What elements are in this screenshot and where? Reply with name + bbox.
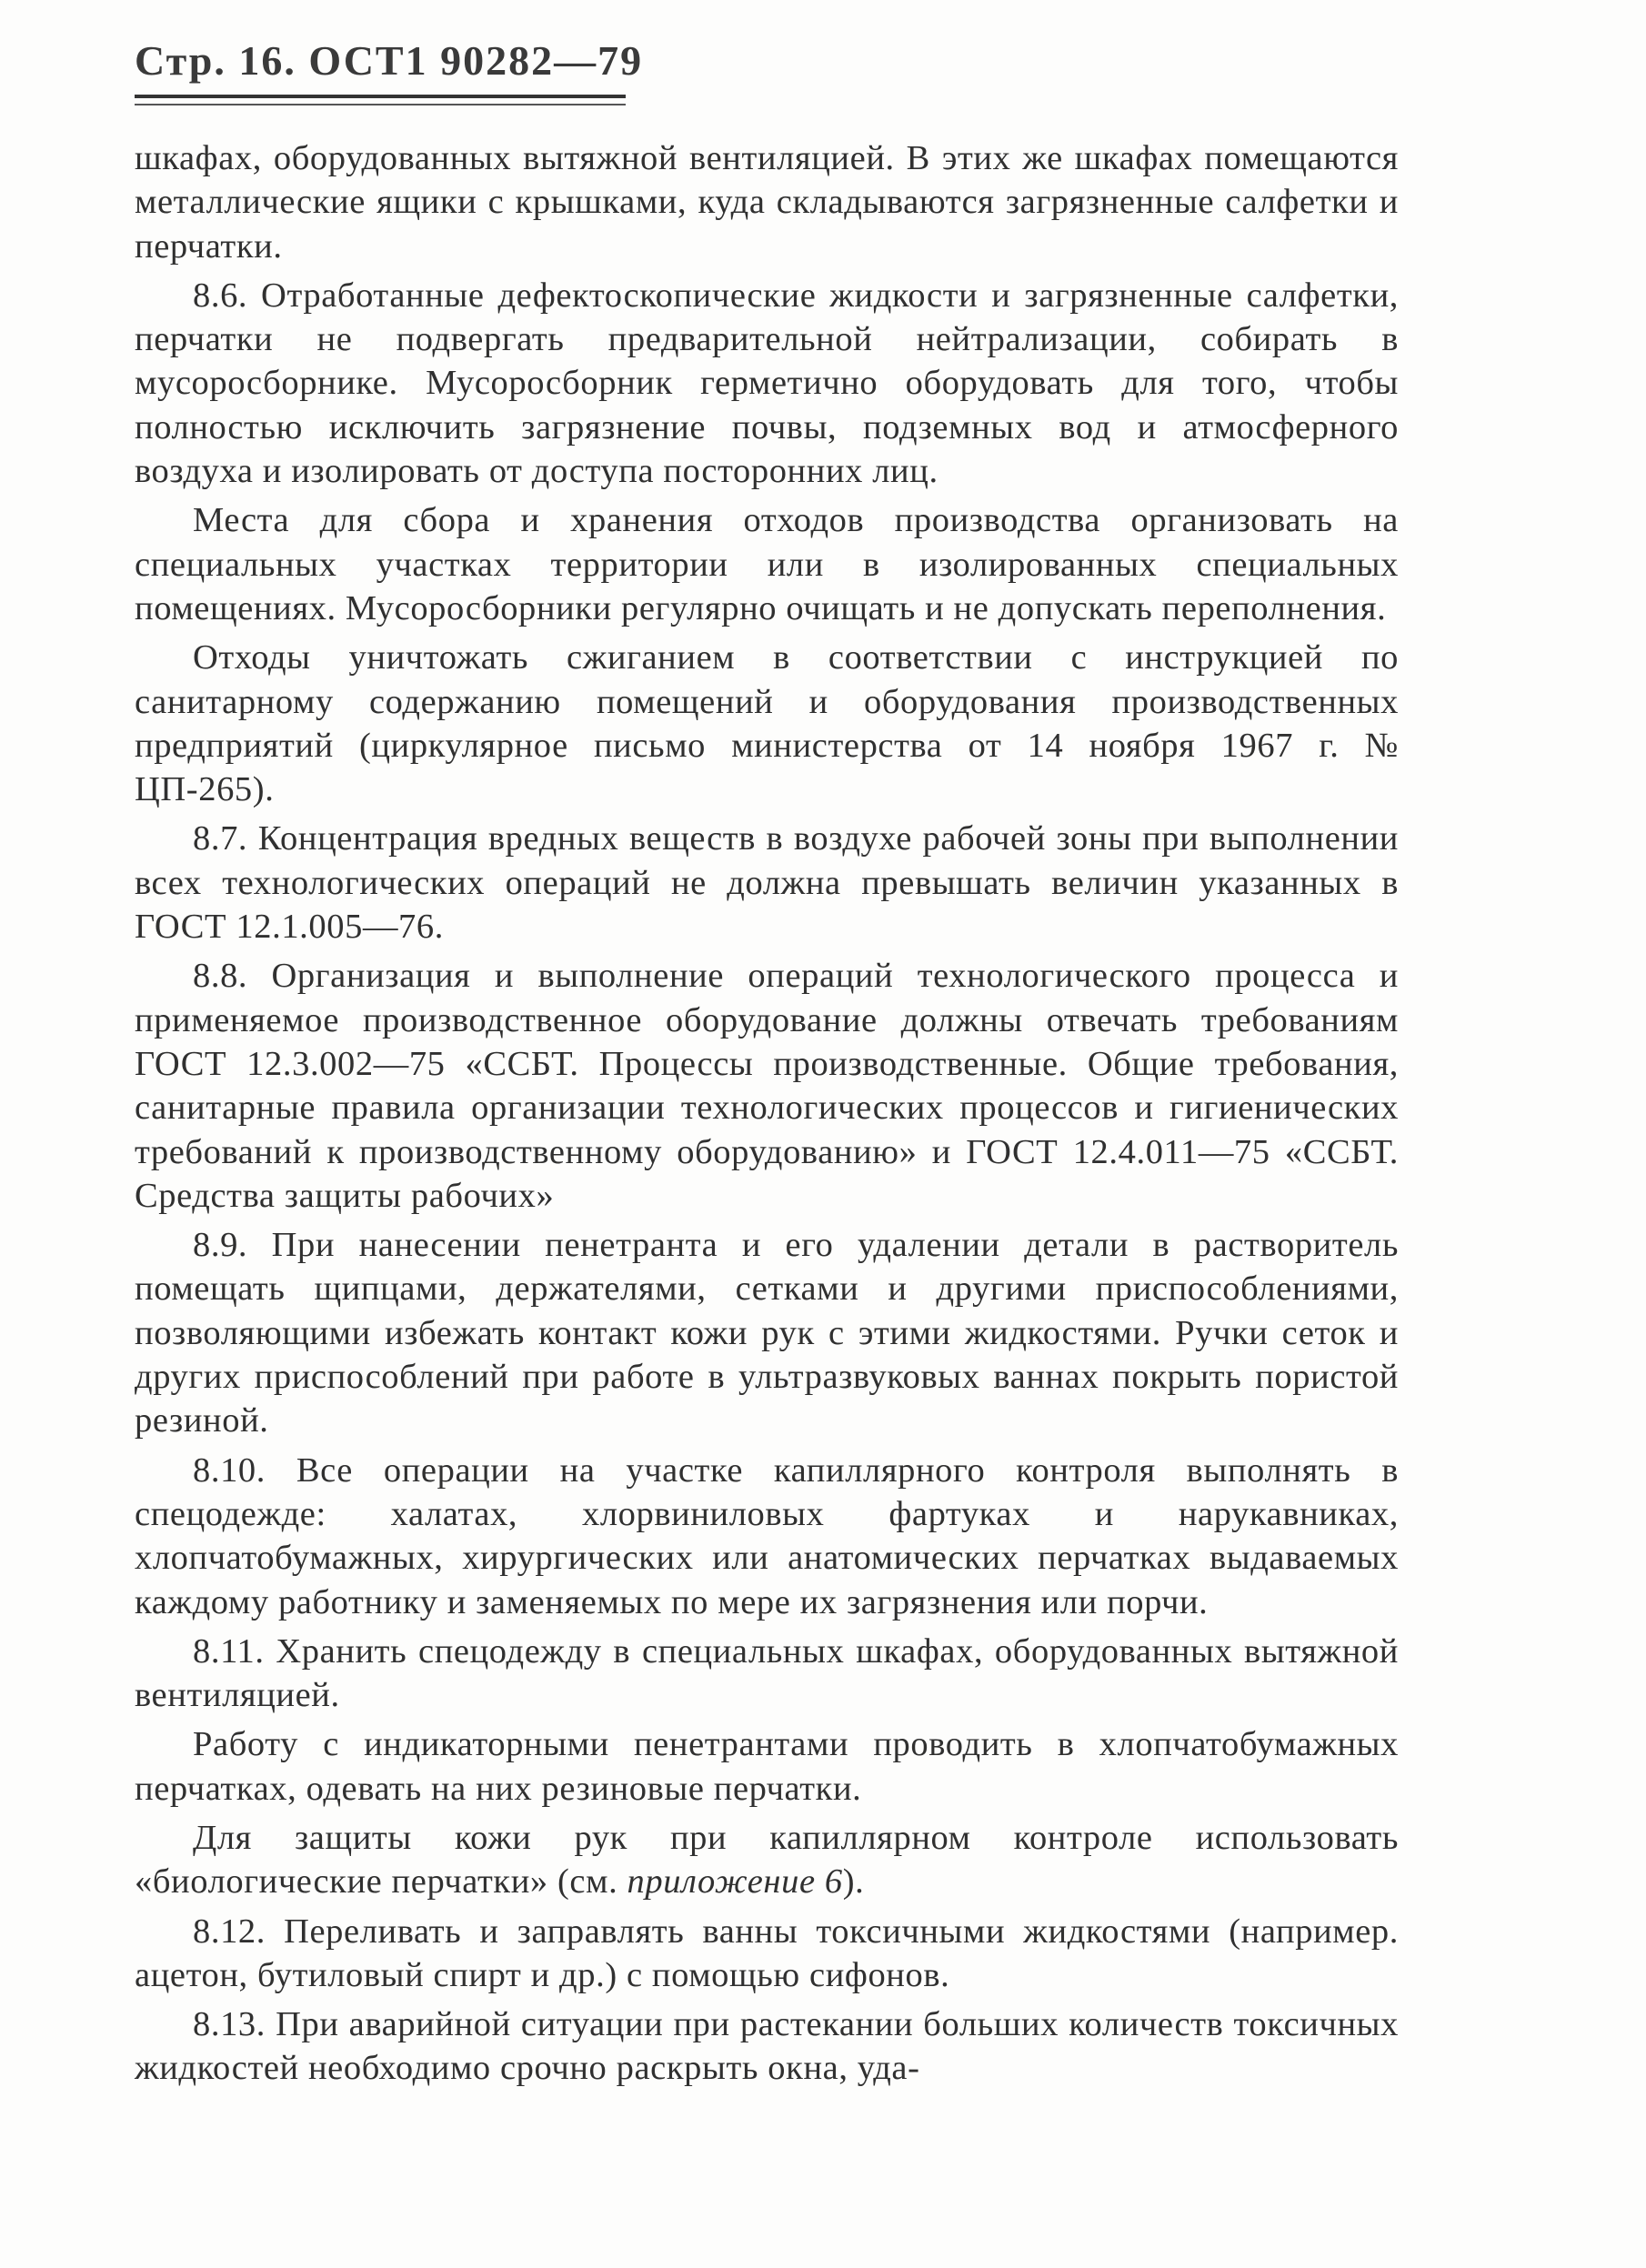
paragraph-8-13: 8.13. При аварийной ситуации при растекании больших количеств токсичных жидкостей необходимо срочно раскрыть окна, уда- <box>135 2005 1399 2088</box>
paragraph-8-8: 8.8. Организация и выполнение операций технологического процесса и применяемое производственное оборудование должны отвечать требованиям ГОСТ 12.3.002—75 «ССБТ. Процессы производственные. Общие требования, санитарные правила организации технологических процессов и гигиенических требований к производственному оборудованию» и ГОСТ 12.4.011—75 «ССБТ. Средства защиты рабочих» <box>135 957 1399 1215</box>
skin-protection-text: Для защиты кожи рук при капиллярном контроле использовать «биологические перчатки» (см. <box>135 1818 1399 1902</box>
document-body <box>135 136 1399 2096</box>
header-rule-secondary <box>135 104 626 105</box>
paragraph-8-12: 8.12. Переливать и заправлять ванны токсичными жидкостями (например. ацетон, бутиловый спирт и др.) с помощью сифонов. <box>135 1912 1399 1994</box>
paragraph-continuation: шкафах, оборудованных вытяжной вентиляцией. В этих же шкафах помещаются металлические ящики с крышками, куда складываются загрязненные салфетки и перчатки. <box>135 139 1399 266</box>
paragraph-8-9: 8.9. При нанесении пенетранта и его удалении детали в растворитель помещать щипцами, держателями, сетками и другими приспособлениями, позволяющими избежать контакт кожи рук с этими жидкостями. Ручки сеток и других приспособлений при работе в ультразвуковых ваннах покрыть пористой резиной. <box>135 1226 1399 1440</box>
paragraph-waste-storage: Места для сбора и хранения отходов производства организовать на специальных участках территории или в изолированных специальных помещениях. Мусоросборники регулярно очищать и не допускать переполнения. <box>135 501 1399 627</box>
paragraph-8-7: 8.7. Концентрация вредных веществ в воздухе рабочей зоны при выполнении всех технологических операций не должна превышать величин указанных в ГОСТ 12.1.005—76. <box>135 819 1399 947</box>
paragraph-skin-protection <box>135 1816 1399 1904</box>
paragraph-8-11: 8.11. Хранить спецодежду в специальных шкафах, оборудованных вытяжной вентиляцией. <box>135 1631 1399 1715</box>
paragraph-8-6: 8.6. Отработанные дефектоскопические жидкости и загрязненные салфетки, перчатки не подвергать предварительной нейтрализации, собирать в мусоросборнике. Мусоросборник герметично оборудовать для того, чтобы полностью исключить загрязнение почвы, подземных вод и атмосферного воздуха и изолировать от доступа посторонних лиц. <box>135 276 1399 491</box>
page-header-title: Стр. 16. ОСТ1 90282—79 <box>135 37 644 84</box>
paragraph-8-10: 8.10. Все операции на участке капиллярного контроля выполнять в спецодежде: халатах, хлорвиниловых фартуках и нарукавниках, хлопчатобумажных, хирургических или анатомических перчатках выдаваемых каждому работнику и заменяемых по мере их загрязнения или порчи. <box>135 1450 1399 1621</box>
skin-protection-text-end: ). <box>842 1862 865 1902</box>
appendix-reference: приложение 6 <box>627 1862 843 1902</box>
paragraph-waste-burning: Отходы уничтожать сжиганием в соответствии с инструкцией по санитарному содержанию помещений и оборудования производственных предприятий (циркулярное письмо министерства от 14 ноября 1967 г. № ЦП-265). <box>135 638 1399 809</box>
paragraph-penetrant-gloves: Работу с индикаторными пенетрантами проводить в хлопчатобумажных перчатках, одевать на них резиновые перчатки. <box>135 1725 1399 1808</box>
page-header <box>135 36 644 85</box>
header-rule <box>135 95 626 98</box>
